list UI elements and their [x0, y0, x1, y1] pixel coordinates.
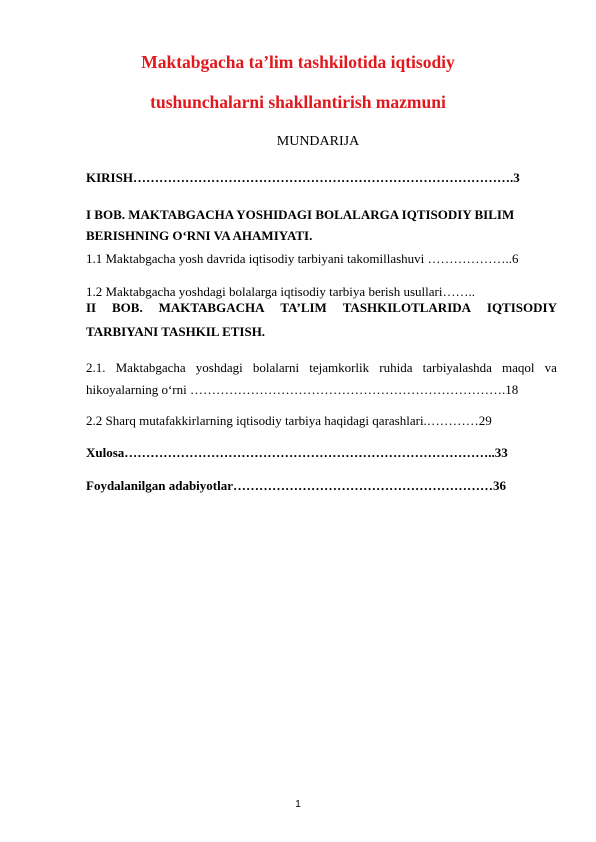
toc-intro: KIRISH…………………………………………………………………………….3 [86, 170, 520, 185]
toc-item-2-1-word: tarbiyalashda [422, 360, 492, 375]
page-number: 1 [295, 799, 301, 810]
toc-chapter-2-word: II [86, 300, 97, 315]
toc-chapter-1-line-2: BERISHNING O‘RNI VA AHAMIYATI. [86, 228, 313, 243]
toc-chapter-2-word: BOB. [111, 300, 143, 315]
toc-item-1-1: 1.1 Maktabgacha yosh davrida iqtisodiy tarbiyani takomillashuvi ………………..6 [86, 251, 519, 266]
toc-chapter-2-word: TASHKILOTLARIDA [342, 300, 472, 315]
toc-item-2-1-word: yoshdagi [195, 360, 243, 375]
toc-chapter-2-word: TA’LIM [280, 300, 327, 315]
toc-item-2-1-word: ruhida [379, 360, 413, 375]
toc-item-2-1-line-2: hikoyalarning o‘rni ……………………………………………………………….18 [86, 382, 519, 397]
toc-item-1-2: 1.2 Maktabgacha yoshdagi bolalarga iqtisodiy tarbiya berish usullari…….. [86, 284, 475, 299]
document-title-line-1: Maktabgacha ta’lim tashkilotida iqtisodiy [141, 52, 455, 72]
toc-item-2-1-word: va [544, 360, 557, 375]
toc-item-2-1-word: tejamkorlik [309, 360, 370, 375]
toc-item-2-1-word: 2.1. [86, 360, 106, 375]
toc-chapter-2-line-1 [86, 300, 557, 316]
toc-chapter-2-line-2: TARBIYANI TASHKIL ETISH. [86, 324, 266, 339]
toc-chapter-2-word: IQTISODIY [486, 300, 557, 315]
document-title-line-2: tushunchalarni shakllantirish mazmuni [150, 92, 446, 112]
toc-chapter-1-line-1: I BOB. MAKTABGACHA YOSHIDAGI BOLALARGA IQTISODIY BILIM [86, 207, 515, 222]
toc-item-2-2: 2.2 Sharq mutafakkirlarning iqtisodiy tarbiya haqidagi qarashlari.…………29 [86, 413, 492, 428]
toc-references: Foydalanilgan adabiyotlar……………………………………………………36 [86, 478, 506, 493]
toc-item-2-1-line-1 [86, 360, 557, 376]
toc-item-2-1-word: bolalarni [252, 360, 300, 375]
toc-chapter-2-word: MAKTABGACHA [158, 300, 265, 315]
toc-conclusion: Xulosa…………………………………………………………………………..33 [86, 445, 508, 460]
contents-heading: MUNDARIJA [276, 134, 360, 149]
toc-item-2-1-word: maqol [502, 360, 535, 375]
toc-item-2-1-word: Maktabgacha [115, 360, 186, 375]
